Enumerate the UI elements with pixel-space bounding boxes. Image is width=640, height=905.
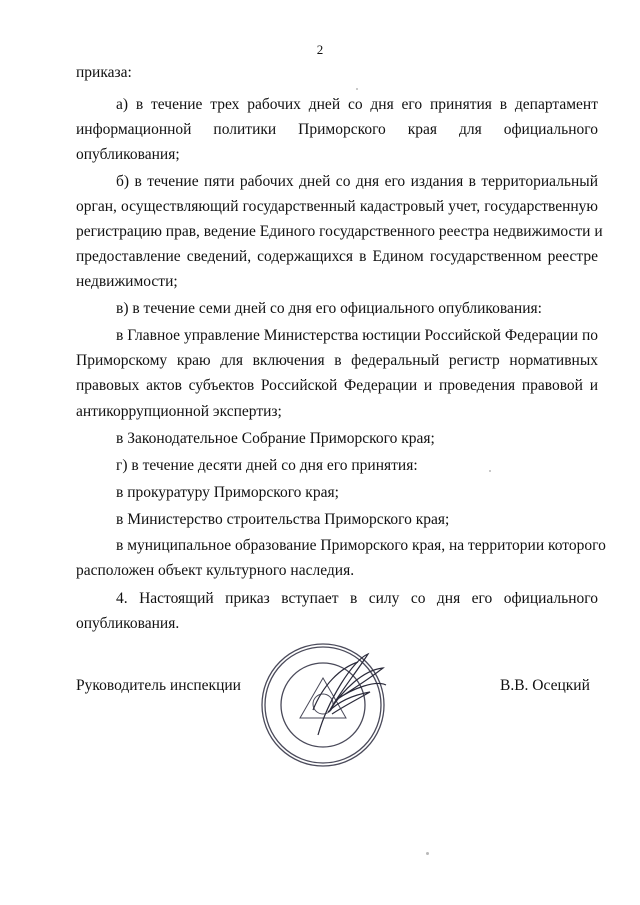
body-line: антикоррупционной экспертиз; [76,403,282,420]
body-line: в) в течение семи дней со дня его официального опубликования: [116,300,542,317]
body-line: в Министерство строительства Приморского края; [116,511,450,528]
body-line: в муниципальное образование Приморского края, на территории которого [116,537,606,554]
body-line: регистрацию прав, ведение Единого государственного реестра недвижимости и [76,223,603,240]
body-line: опубликования. [76,615,180,632]
body-line: 4. Настоящий приказ вступает в силу со дня его официального [116,590,598,607]
body-line: орган, осуществляющий государственный кадастровый учет, государственную [76,198,598,215]
body-line: приказа: [76,64,132,81]
body-line: расположен объект культурного наследия. [76,562,355,579]
body-line: опубликования; [76,146,180,163]
body-line: правовых актов субъектов Российской Федерации и проведения правовой и [76,377,598,394]
body-line: в Главное управление Министерства юстиции Российской Федерации по [116,327,598,344]
scan-speck [489,470,491,472]
body-line: б) в течение пяти рабочих дней со дня его издания в территориальный [116,173,598,190]
body-line: недвижимости; [76,273,178,290]
body-line: Приморскому краю для включения в федеральный регистр нормативных [76,352,598,369]
body-line: г) в течение десяти дней со дня его принятия: [116,457,418,474]
body-line: в прокуратуру Приморского края; [116,484,339,501]
signatory-position: Руководитель инспекции [76,677,241,694]
scan-speck [356,88,358,90]
body-line: в Законодательное Собрание Приморского края; [116,430,435,447]
seal-outer-ring [262,644,384,766]
body-line: а) в течение трех рабочих дней со дня его принятия в департамент [116,96,598,113]
scan-speck [426,852,429,855]
official-seal [258,640,388,770]
body-line: информационной политики Приморского края для официального [76,121,598,138]
body-line: предоставление сведений, содержащихся в Едином государственном реестре [76,248,598,265]
signatory-name: В.В. Осецкий [500,677,590,694]
page-number: 2 [316,42,324,57]
